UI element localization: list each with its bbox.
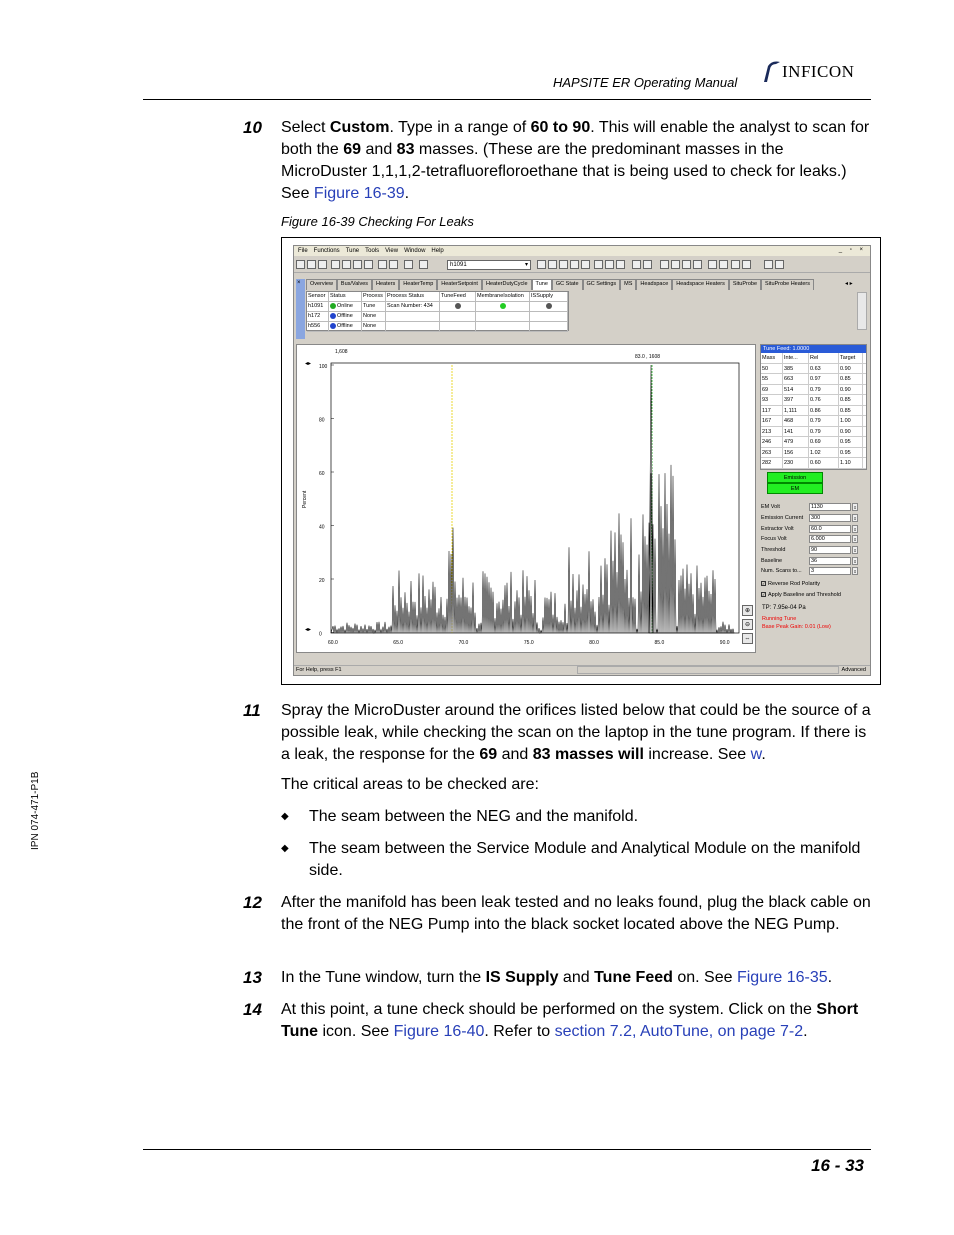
step-number: 12 bbox=[243, 893, 262, 912]
table-row[interactable] bbox=[307, 312, 568, 322]
grid-header: Status bbox=[329, 292, 362, 301]
grid-header: MembraneIsolation bbox=[476, 292, 530, 301]
close-icon[interactable]: × bbox=[297, 280, 301, 286]
x-tick-label: 65.0 bbox=[393, 640, 404, 646]
zoom-out-icon[interactable]: ⊖ bbox=[742, 619, 753, 630]
peak-label: 83.0 , 1608 bbox=[635, 354, 661, 360]
spinner-icon[interactable]: ⇕ bbox=[853, 569, 857, 575]
critical-intro: The critical areas to be checked are: bbox=[281, 776, 539, 793]
toolbar-button[interactable] bbox=[693, 260, 702, 269]
toolbar-button[interactable] bbox=[419, 260, 428, 269]
param-row: Num. Scans to... 3 ⇕ bbox=[761, 568, 857, 575]
x-tick-label: 60.0 bbox=[328, 640, 338, 646]
step-13-text: In the Tune window, turn the IS Supply and Tune Feed on. See Figure 16-35. bbox=[281, 969, 833, 986]
grid-cell: None bbox=[362, 312, 386, 321]
zoom-reset-icon[interactable]: ⇔ bbox=[742, 633, 753, 644]
menu-item[interactable]: View bbox=[385, 248, 399, 254]
inficon-logo-icon bbox=[760, 60, 782, 84]
spinner-icon[interactable]: ⇕ bbox=[853, 548, 857, 554]
header-rule bbox=[143, 99, 871, 100]
toolbar-button[interactable] bbox=[318, 260, 327, 269]
toolbar-button[interactable] bbox=[404, 260, 413, 269]
toolbar-button[interactable] bbox=[742, 260, 751, 269]
grid-cell bbox=[440, 322, 476, 331]
status-dot-icon bbox=[330, 323, 336, 329]
indicator-dot-icon bbox=[546, 303, 552, 309]
step-number: 14 bbox=[243, 1000, 262, 1019]
grid-header: Sensor bbox=[307, 292, 329, 301]
side-panel bbox=[296, 279, 305, 339]
toolbar-button[interactable] bbox=[296, 260, 305, 269]
grid-cell bbox=[386, 312, 440, 321]
bullet-icon: ◆ bbox=[281, 811, 289, 822]
grid-cell: h556 bbox=[307, 322, 329, 331]
menu-item[interactable]: Window bbox=[404, 248, 426, 254]
menu-bar bbox=[294, 246, 870, 256]
grid-cell: Tune bbox=[362, 302, 386, 311]
toolbar-button[interactable] bbox=[660, 260, 669, 269]
menu-item[interactable]: Help bbox=[431, 248, 444, 254]
tab-tune[interactable]: Tune bbox=[532, 279, 552, 290]
tab-heatersetpoint[interactable]: HeaterSetpoint bbox=[437, 279, 482, 290]
step-number: 13 bbox=[243, 968, 262, 987]
toolbar-button[interactable] bbox=[719, 260, 728, 269]
window-controls[interactable]: _ ▫ × bbox=[838, 247, 866, 253]
w-link[interactable]: w bbox=[750, 746, 762, 763]
toolbar-button[interactable] bbox=[559, 260, 568, 269]
tab-bar bbox=[306, 279, 869, 290]
spectrum-trace bbox=[331, 365, 734, 633]
toolbar-button[interactable] bbox=[581, 260, 590, 269]
toolbar bbox=[294, 257, 870, 273]
grid-header-row bbox=[307, 292, 568, 302]
table-row[interactable]: 50 385 0.63 0.90 bbox=[761, 364, 866, 375]
y-tick-label: 60 bbox=[319, 471, 325, 477]
toolbar-button[interactable] bbox=[682, 260, 691, 269]
toolbar-button[interactable] bbox=[708, 260, 717, 269]
document-id: IPN 074-471-P1B bbox=[30, 771, 41, 850]
y-tick-label: 100 bbox=[319, 364, 328, 370]
table-row[interactable]: 213 141 0.79 0.90 bbox=[761, 427, 866, 438]
tab-heatertemp[interactable]: HeaterTemp bbox=[399, 279, 437, 290]
em-button[interactable]: EM bbox=[767, 483, 823, 494]
tab-ms[interactable]: MS bbox=[620, 279, 636, 290]
step-11-text: Spray the MicroDuster around the orifices listed below that could be the source of a possible leak, while checking the scan on the laptop in the tune program. If there is a leak, the response for the 69 and 83 masses will increase. See w. bbox=[281, 702, 871, 763]
indicator-dot-icon bbox=[500, 303, 506, 309]
param-input[interactable]: 300 bbox=[809, 514, 851, 522]
x-tick-label: 75.0 bbox=[523, 640, 534, 646]
param-input[interactable]: 36 bbox=[809, 557, 851, 565]
spinner-icon[interactable]: ⇕ bbox=[853, 515, 857, 521]
toolbar-button[interactable] bbox=[605, 260, 614, 269]
param-row: Threshold 90 ⇕ bbox=[761, 547, 857, 554]
grid-cell bbox=[530, 322, 568, 331]
y-tick-label: 20 bbox=[319, 578, 325, 584]
step-number: 10 bbox=[243, 118, 262, 137]
menu-item[interactable]: Tune bbox=[345, 248, 360, 254]
top-scale-label: 1,608 bbox=[335, 349, 348, 355]
pressure-readout: TP: 7.95e-04 Pa bbox=[762, 605, 806, 611]
menu-item[interactable]: Functions bbox=[313, 248, 340, 254]
status-dot-icon bbox=[330, 303, 336, 309]
toolbar-button[interactable] bbox=[389, 260, 398, 269]
grid-cell: h1091 bbox=[307, 302, 329, 311]
chevron-down-icon: ▾ bbox=[524, 262, 528, 268]
tune-table-header: Mass Inte... Rel Target bbox=[761, 353, 866, 364]
toolbar-button[interactable] bbox=[632, 260, 641, 269]
toolbar-button[interactable] bbox=[775, 260, 784, 269]
menu-item[interactable]: File bbox=[298, 248, 308, 254]
spectrum-plot bbox=[296, 344, 756, 653]
status-dot-icon bbox=[330, 313, 336, 319]
grid-cell bbox=[386, 322, 440, 331]
emission-button[interactable]: Emission bbox=[767, 472, 823, 483]
y-axis-label: Percent bbox=[302, 490, 308, 508]
figure-link[interactable]: Figure 16-35 bbox=[736, 969, 828, 986]
x-tick-label: 85.0 bbox=[654, 640, 665, 646]
table-row[interactable]: 167 468 0.79 1.00 bbox=[761, 416, 866, 427]
tab-heaters[interactable]: Heaters bbox=[372, 279, 399, 290]
grid-cell: Online bbox=[329, 302, 362, 311]
spectrum-svg bbox=[297, 345, 757, 654]
tab-overview[interactable]: Overview bbox=[306, 279, 337, 290]
param-row: Emission Current 300 ⇕ bbox=[761, 514, 857, 521]
toolbar-button[interactable] bbox=[378, 260, 387, 269]
grid-header: Process Status bbox=[386, 292, 440, 301]
grid-cell bbox=[476, 322, 530, 331]
running-status: Running Tune bbox=[762, 616, 797, 622]
y-tick-label: 0 bbox=[319, 631, 322, 638]
x-tick-label: 90.0 bbox=[719, 640, 730, 646]
tab-gc-settings[interactable]: GC Settings bbox=[583, 279, 621, 290]
tab-situprobe[interactable]: SituProbe bbox=[729, 279, 761, 290]
tab-heaterdutycycle[interactable]: HeaterDutyCycle bbox=[482, 279, 532, 290]
toolbar-button[interactable] bbox=[570, 260, 579, 269]
param-row: Extractor Volt 60.0 ⇕ bbox=[761, 525, 857, 532]
param-row: Focus Volt 6.000 ⇕ bbox=[761, 536, 857, 543]
screenshot-figure bbox=[281, 237, 881, 685]
tab-gc-state[interactable]: GC State bbox=[552, 279, 583, 290]
page-number: 16 - 33 bbox=[811, 1156, 864, 1175]
grid-cell bbox=[476, 302, 530, 311]
grid-cell bbox=[440, 312, 476, 321]
grid-cell bbox=[530, 312, 568, 321]
indicator-dot-icon bbox=[455, 303, 461, 309]
spinner-icon[interactable]: ⇕ bbox=[853, 558, 857, 564]
tune-table bbox=[760, 344, 867, 470]
bullet-item: The seam between the Service Module and Analytical Module on the manifold side. bbox=[309, 840, 861, 879]
status-bar: For Help, press F1 Advanced bbox=[294, 665, 870, 675]
grid-cell: Scan Number: 434 bbox=[386, 302, 440, 311]
toolbar-button[interactable] bbox=[764, 260, 773, 269]
table-row[interactable] bbox=[307, 302, 568, 312]
toolbar-button[interactable] bbox=[643, 260, 652, 269]
figure-link[interactable]: Figure 16-40 bbox=[393, 1023, 485, 1040]
section-link[interactable]: section 7.2, AutoTune, on page 7-2 bbox=[554, 1023, 804, 1040]
bullet-item: The seam between the NEG and the manifold. bbox=[309, 808, 639, 825]
param-row: Baseline 36 ⇕ bbox=[761, 557, 857, 564]
spinner-icon[interactable]: ⇕ bbox=[853, 526, 857, 532]
grid-cell: h172 bbox=[307, 312, 329, 321]
spinner-icon[interactable]: ⇕ bbox=[853, 537, 857, 543]
bullet-icon: ◆ bbox=[281, 843, 289, 854]
grid-cell bbox=[476, 312, 530, 321]
toolbar-button[interactable] bbox=[731, 260, 740, 269]
grid-scrollbar[interactable] bbox=[857, 292, 867, 330]
table-row[interactable] bbox=[307, 322, 568, 332]
toolbar-button[interactable] bbox=[364, 260, 373, 269]
tune-panel bbox=[759, 344, 869, 653]
table-row[interactable]: 282 230 0.60 1.10 bbox=[761, 458, 866, 469]
grid-header: ISSupply bbox=[530, 292, 568, 301]
toolbar-button[interactable] bbox=[307, 260, 316, 269]
toolbar-button[interactable] bbox=[616, 260, 625, 269]
figure-link[interactable]: Figure 16-39 bbox=[313, 185, 405, 202]
param-input[interactable]: 90 bbox=[809, 546, 851, 554]
grid-cell bbox=[440, 302, 476, 311]
table-row[interactable]: 246 479 0.69 0.95 bbox=[761, 437, 866, 448]
toolbar-button[interactable] bbox=[353, 260, 362, 269]
tune-table-title: Tune Feed: 1.0000 bbox=[761, 345, 866, 353]
grid-cell: Offline bbox=[329, 322, 362, 331]
table-row[interactable]: 69 514 0.79 0.90 bbox=[761, 385, 866, 396]
toolbar-button[interactable] bbox=[548, 260, 557, 269]
plot-side-arrows: ◂▸ bbox=[305, 627, 312, 633]
grid-cell bbox=[530, 302, 568, 311]
toolbar-button[interactable] bbox=[671, 260, 680, 269]
step-12-text: After the manifold has been leak tested and no leaks found, plug the black cable on the front of the NEG Pump into the black socket located above the NEG Pump. bbox=[281, 894, 871, 933]
step-number: 11 bbox=[243, 701, 261, 720]
table-row[interactable]: 93 397 0.76 0.85 bbox=[761, 395, 866, 406]
toolbar-button[interactable] bbox=[594, 260, 603, 269]
step-14-text: At this point, a tune check should be performed on the system. Click on the Short Tune icon. See Figure 16-40. Refer to section 7.2, AutoTune, on page 7-2. bbox=[281, 1001, 859, 1040]
tab-headspace[interactable]: Headspace bbox=[636, 279, 672, 290]
param-row: EM Volt 1130 ⇕ bbox=[761, 504, 857, 511]
grid-cell: None bbox=[362, 322, 386, 331]
baseline-checkbox[interactable]: ✓ Apply Baseline and Threshold bbox=[762, 592, 841, 598]
grid-header: Process bbox=[362, 292, 386, 301]
app-window bbox=[293, 245, 871, 676]
x-tick-label: 80.0 bbox=[589, 640, 599, 646]
y-tick-label: 80 bbox=[319, 417, 325, 424]
manual-title: HAPSITE ER Operating Manual bbox=[553, 75, 738, 90]
param-input[interactable]: 6.000 bbox=[809, 535, 851, 543]
x-tick-label: 70.0 bbox=[458, 640, 469, 646]
reverse-polarity-checkbox[interactable]: ✓ Reverse Rod Polarity bbox=[762, 581, 820, 587]
sensor-grid bbox=[306, 291, 569, 331]
param-input[interactable]: 1130 bbox=[809, 503, 851, 511]
tab-scroll-arrows[interactable]: ◂ ▸ bbox=[845, 281, 853, 287]
plot-side-arrows: ◂▸ bbox=[305, 361, 312, 367]
base-peak-status: Base Peak Gain: 0.01 (Low) bbox=[762, 624, 831, 630]
y-tick-label: 40 bbox=[319, 524, 325, 531]
toolbar-button[interactable] bbox=[537, 260, 546, 269]
toolbar-button[interactable] bbox=[331, 260, 340, 269]
table-row[interactable]: 117 1,111 0.86 0.85 bbox=[761, 406, 866, 417]
spinner-icon[interactable]: ⇕ bbox=[853, 505, 857, 511]
toolbar-button[interactable] bbox=[342, 260, 351, 269]
zoom-in-icon[interactable]: ⊕ bbox=[742, 605, 753, 616]
footer-rule bbox=[143, 1149, 871, 1150]
tab-situprobe-heaters[interactable]: SituProbe Heaters bbox=[761, 279, 814, 290]
param-input[interactable]: 3 bbox=[809, 567, 851, 575]
figure-caption: Figure 16-39 Checking For Leaks bbox=[281, 214, 474, 229]
logo-text: INFICON bbox=[782, 62, 855, 81]
menu-item[interactable]: Tools bbox=[365, 248, 380, 254]
table-row[interactable]: 55 663 0.97 0.85 bbox=[761, 374, 866, 385]
tab-headspace-heaters[interactable]: Headspace Heaters bbox=[672, 279, 729, 290]
step-10-text: Select Custom. Type in a range of 60 to 90. This will enable the analyst to scan for both the 69 and 83 masses. (These are the predominant masses in the MicroDuster 1,1,1,2-tetrafluorefloroethane that is being used to check for leaks.) See Figure 16-39. bbox=[281, 119, 870, 202]
sensor-combo[interactable]: h1091 ▾ bbox=[447, 260, 531, 270]
grid-cell: Offline bbox=[329, 312, 362, 321]
inficon-logo bbox=[760, 60, 872, 84]
grid-header: TuneFeed bbox=[440, 292, 476, 301]
tab-bus-valves[interactable]: Bus/Valves bbox=[337, 279, 372, 290]
param-input[interactable]: 60.0 bbox=[809, 525, 851, 533]
table-row[interactable]: 263 156 1.02 0.95 bbox=[761, 448, 866, 459]
